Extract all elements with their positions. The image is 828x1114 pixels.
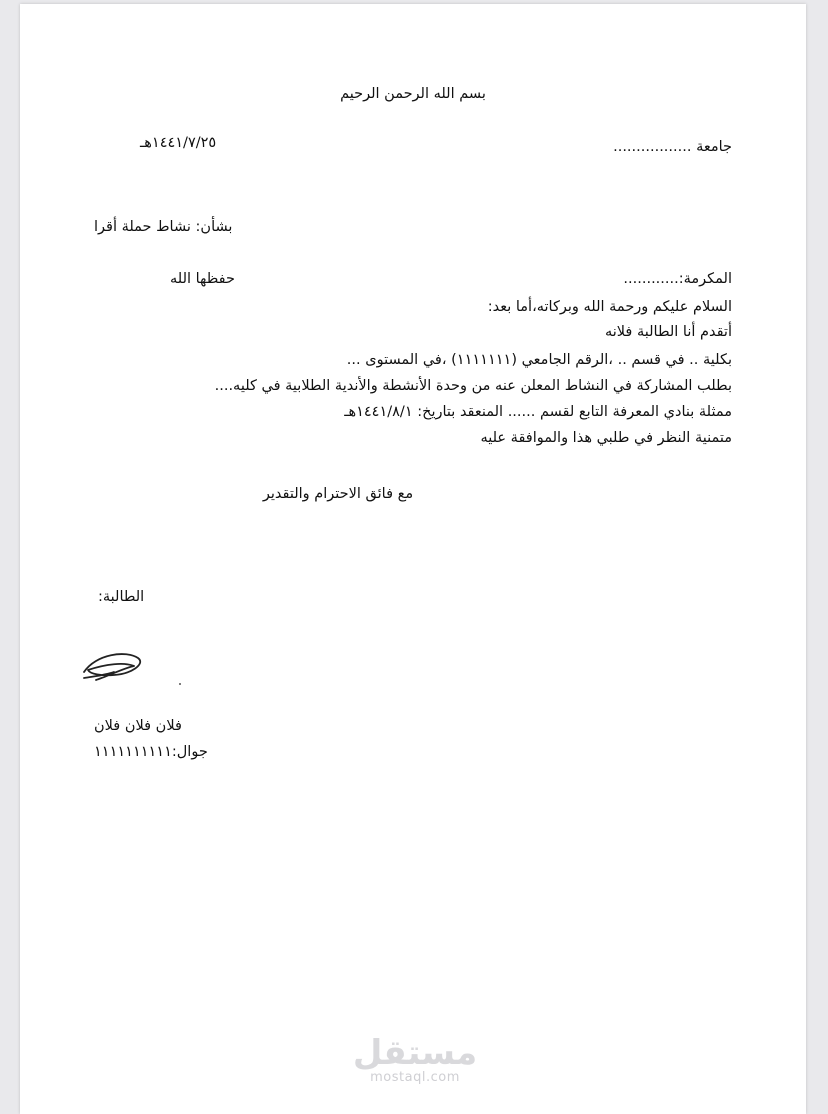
mostaql-watermark bbox=[340, 1035, 490, 1085]
blessing: حفظها الله bbox=[170, 271, 235, 287]
document-page bbox=[20, 4, 806, 1114]
letter-subject: بشأن: نشاط حملة أقرا bbox=[94, 219, 233, 235]
greeting: السلام عليكم ورحمة الله وبركاته،أما بعد: bbox=[487, 299, 732, 315]
basmala: بسم الله الرحمن الرحيم bbox=[340, 86, 486, 102]
student-label: الطالبة: bbox=[98, 589, 145, 605]
body-line: متمنية النظر في طلبي هذا والموافقة عليه bbox=[480, 430, 732, 446]
letter-date: ١٤٤١/٧/٢٥هـ bbox=[140, 135, 217, 151]
addressee-line: المكرمة:............ bbox=[623, 271, 732, 287]
body-line: بطلب المشاركة في النشاط المعلن عنه من وحدة الأنشطة والأندية الطلابية في كليه.... bbox=[214, 378, 732, 394]
university-line: جامعة ................. bbox=[613, 139, 732, 155]
watermark-site: mostaql.com bbox=[370, 1070, 460, 1085]
signature-image bbox=[76, 642, 186, 692]
closing: مع فائق الاحترام والتقدير bbox=[262, 486, 414, 502]
body-line: ممثلة بنادي المعرفة التابع لقسم ...... المنعقد بتاريخ: ١٤٤١/٨/١هـ bbox=[344, 404, 732, 420]
student-phone: جوال:١١١١١١١١١١ bbox=[94, 744, 208, 760]
body-line: بكلية .. في قسم .. ،الرقم الجامعي (١١١١١١١) ،في المستوى ... bbox=[346, 352, 732, 368]
watermark-logo: مستقل bbox=[352, 1033, 478, 1073]
student-name: فلان فلان فلان bbox=[94, 718, 182, 734]
body-line: أتقدم أنا الطالبة فلانه bbox=[604, 324, 732, 340]
